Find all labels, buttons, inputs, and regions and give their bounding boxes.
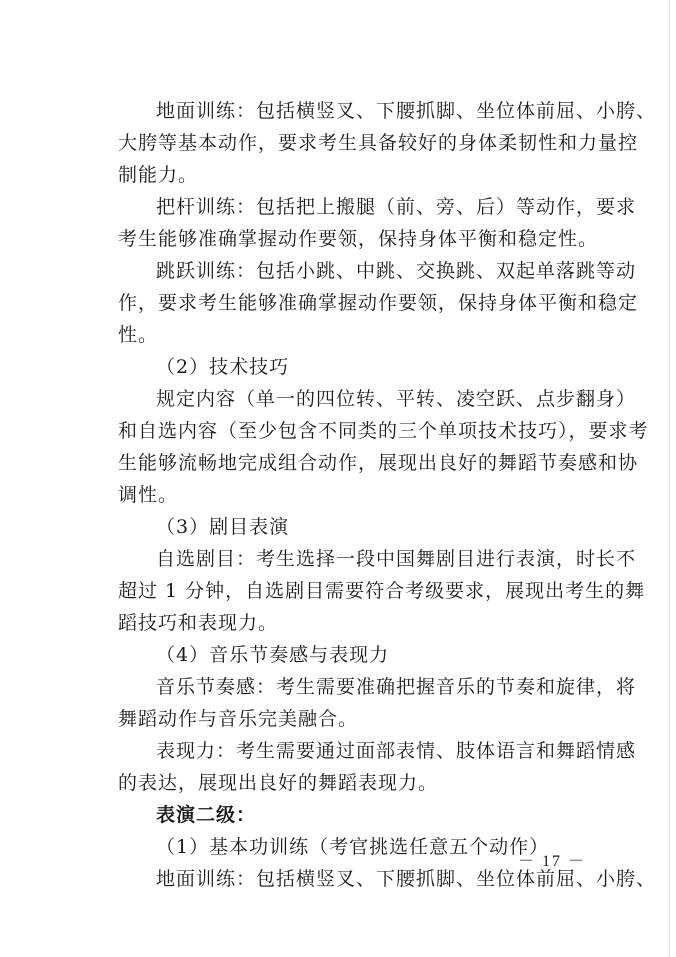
paragraph-line: 的表达，展现出良好的舞蹈表现力。 <box>118 772 439 794</box>
paragraph-line: 规定内容（单一的四位转、平转、凌空跃、点步翻身） <box>156 388 637 410</box>
paragraph-line: 舞蹈动作与音乐完美融合。 <box>118 708 359 730</box>
paragraph-line: 调性。 <box>118 484 179 506</box>
paragraph-line: 大胯等基本动作，要求考生具备较好的身体柔韧性和力量控 <box>118 132 639 154</box>
paragraph-line: 把杆训练：包括把上搬腿（前、旁、后）等动作，要求 <box>156 196 637 218</box>
section-heading: （2）技术技巧 <box>156 356 290 378</box>
paragraph-line: 考生能够准确掌握动作要领，保持身体平衡和稳定性。 <box>118 228 599 250</box>
page-edge-divider <box>669 0 670 957</box>
section-heading: （1）基本功训练（考官挑选任意五个动作） <box>156 836 550 858</box>
section-heading: （3）剧目表演 <box>156 516 290 538</box>
paragraph-line: 表现力：考生需要通过面部表情、肢体语言和舞蹈情感 <box>156 740 637 762</box>
paragraph-line: 性。 <box>118 324 159 346</box>
paragraph-line: 自选剧目：考生选择一段中国舞剧目进行表演，时长不 <box>156 548 637 570</box>
paragraph-line: 超过 1 分钟，自选剧目需要符合考级要求，展现出考生的舞 <box>118 580 646 602</box>
section-heading: （4）音乐节奏感与表现力 <box>156 644 390 666</box>
paragraph-line: 跳跃训练：包括小跳、中跳、交换跳、双起单落跳等动 <box>156 260 637 282</box>
paragraph-line: 地面训练：包括横竖叉、下腰抓脚、坐位体前屈、小胯、 <box>156 868 657 890</box>
paragraph-line: 地面训练：包括横竖叉、下腰抓脚、坐位体前屈、小胯、 <box>156 100 657 122</box>
paragraph-line: 蹈技巧和表现力。 <box>118 612 279 634</box>
body-text <box>118 95 657 895</box>
paragraph-line: 生能够流畅地完成组合动作，展现出良好的舞蹈节奏感和协 <box>118 452 639 474</box>
paragraph-line: 和自选内容（至少包含不同类的三个单项技术技巧），要求考 <box>118 420 649 442</box>
paragraph-line: 作，要求考生能够准确掌握动作要领，保持身体平衡和稳定 <box>118 292 639 314</box>
level-heading: 表演二级： <box>156 804 257 826</box>
paragraph-line: 制能力。 <box>118 164 199 186</box>
paragraph-line: 音乐节奏感：考生需要准确把握音乐的节奏和旋律，将 <box>156 676 637 698</box>
page-number: － 17 － <box>518 853 587 870</box>
